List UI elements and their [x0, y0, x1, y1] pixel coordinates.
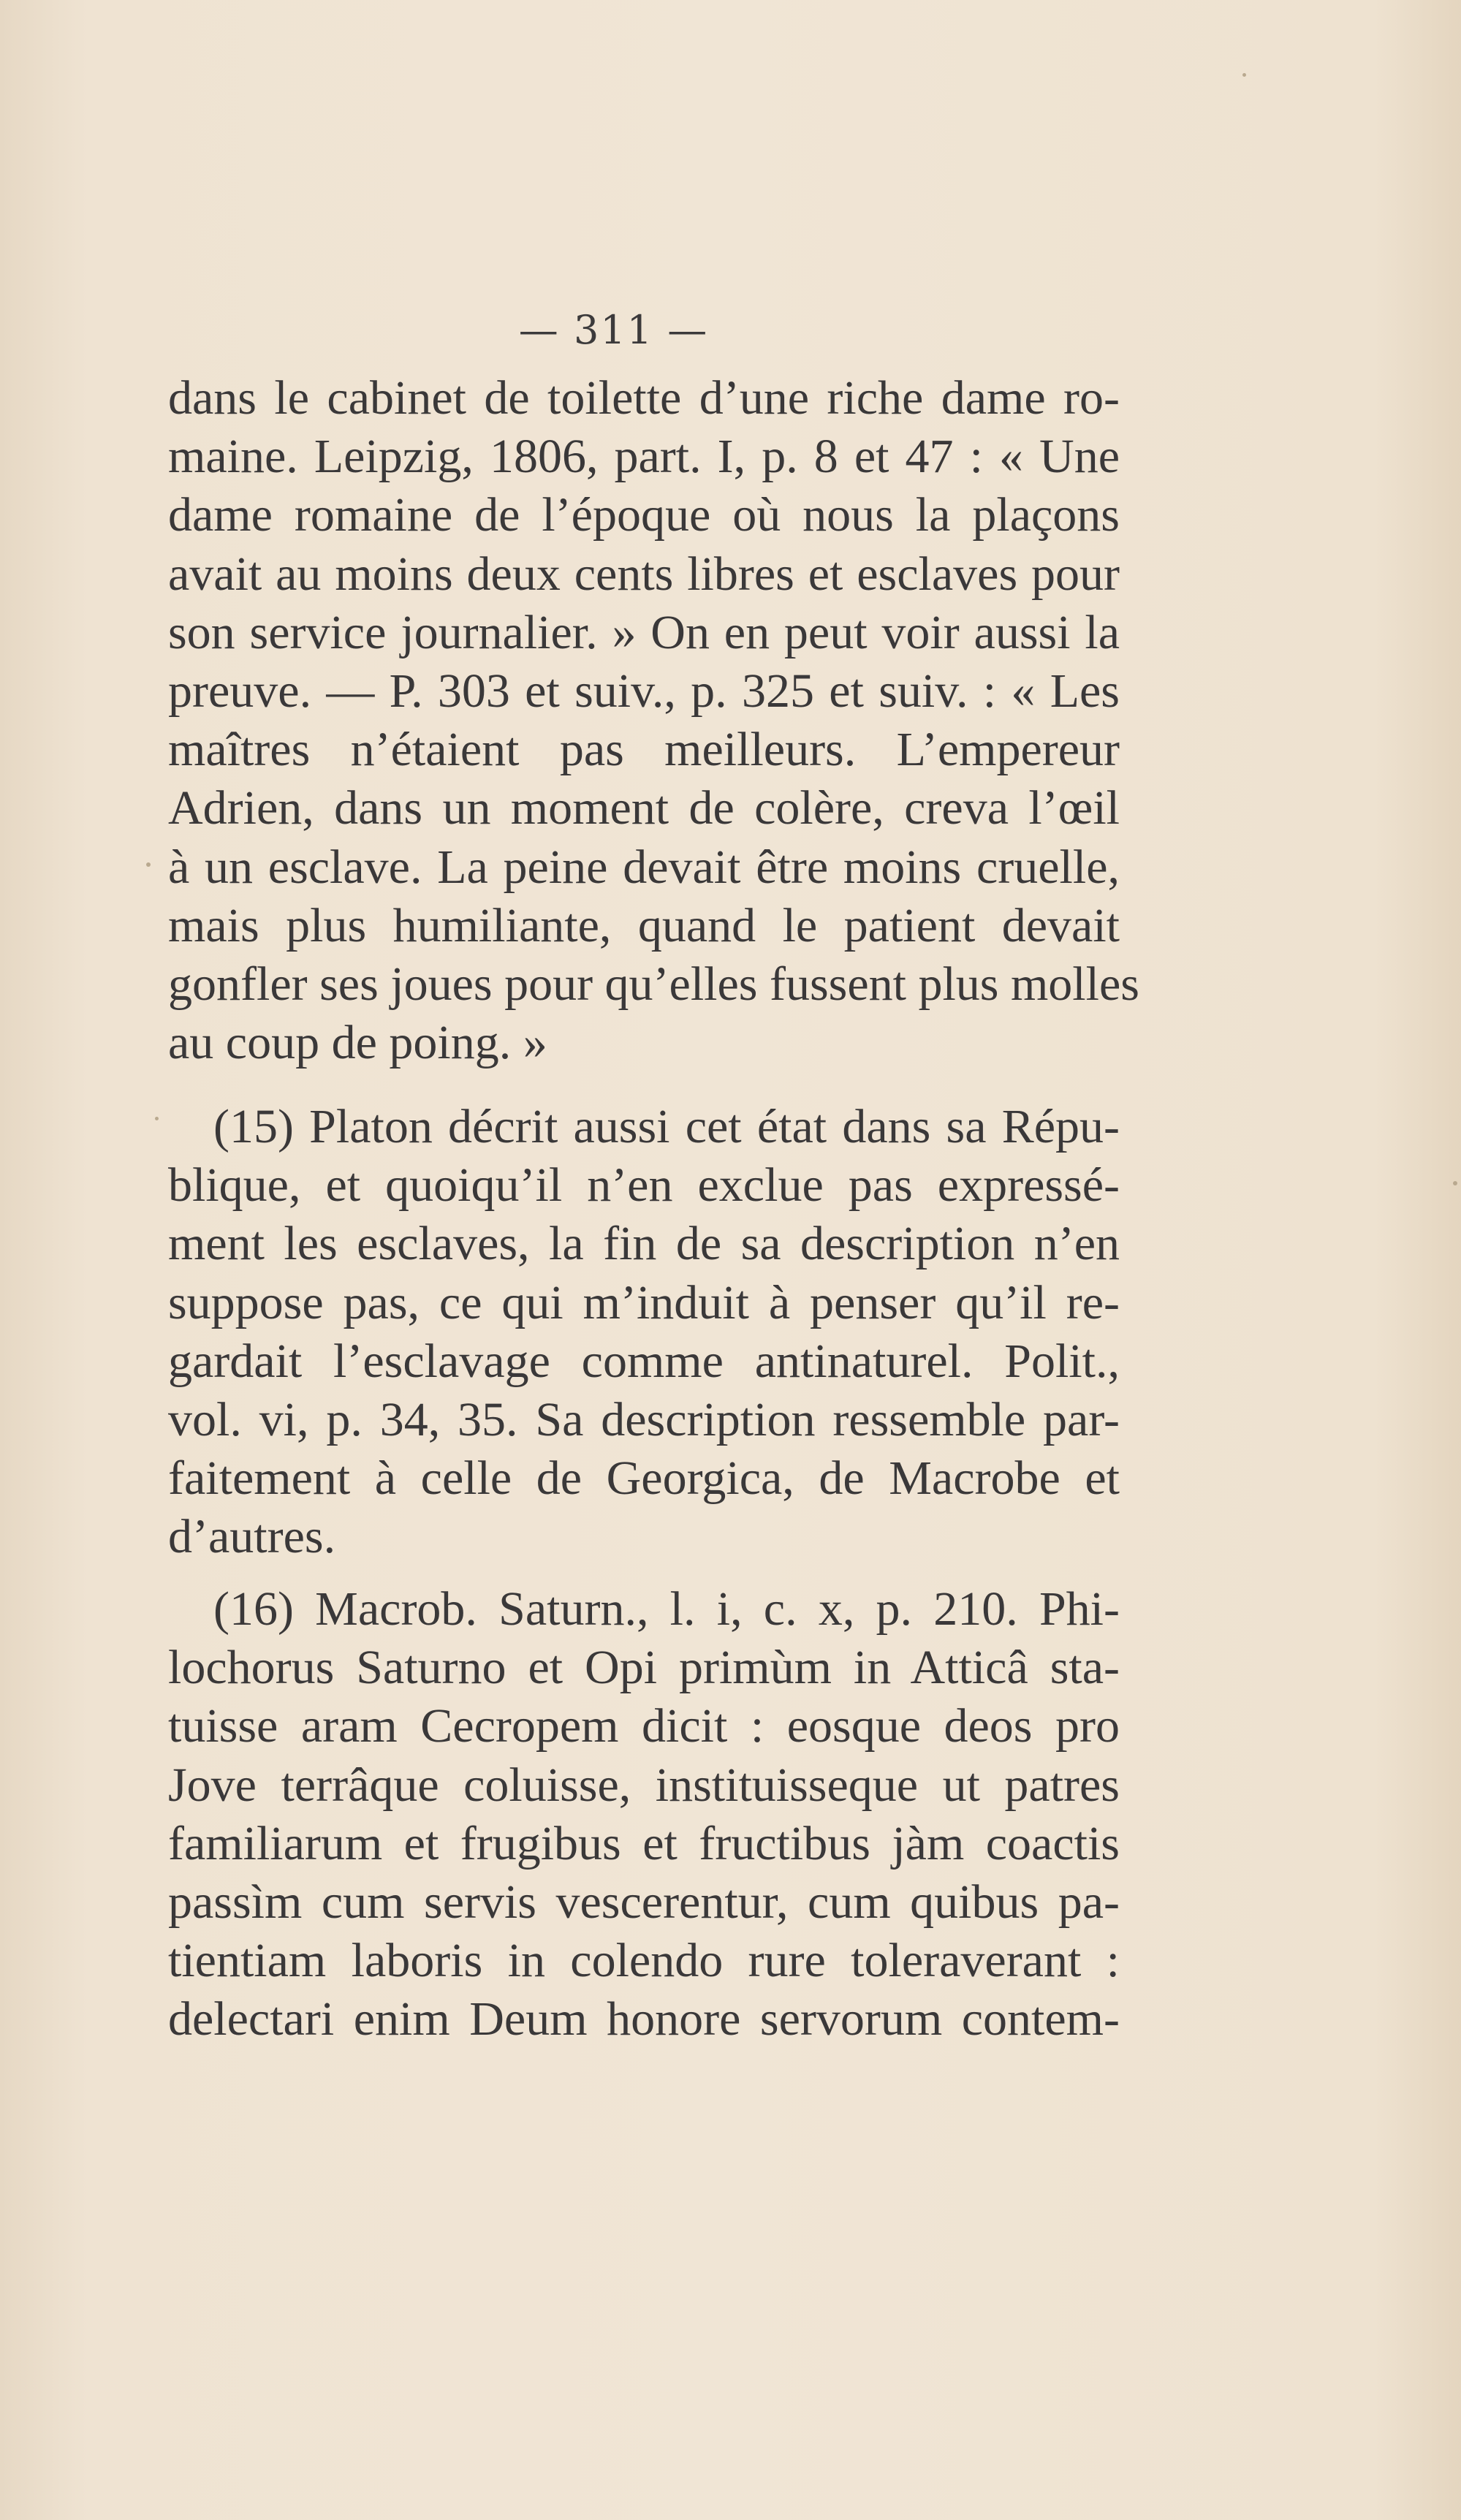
text-line: preuve. — P. 303 et suiv., p. 325 et suiv. : « Les [168, 664, 1120, 718]
paper-speck [146, 862, 151, 867]
text-line: faitement à celle de Georgica, de Macrobe et [168, 1451, 1120, 1506]
text-line: dame romaine de l’époque où nous la plaçons [168, 488, 1120, 542]
paper-speck [1453, 1181, 1457, 1185]
note-15 [168, 1098, 1120, 1567]
text-line: gonfler ses joues pour qu’elles fussent plus molles [168, 957, 1139, 1011]
text-line: blique, et quoiqu’il n’en exclue pas expressé- [168, 1158, 1120, 1212]
note-16 [168, 1580, 1120, 2049]
text-line: avait au moins deux cents libres et esclaves pour [168, 547, 1120, 601]
paragraph-continuation [168, 369, 1139, 1072]
text-line: passìm cum servis vescerentur, cum quibus pa- [168, 1875, 1120, 1929]
text-line: d’autres. [168, 1510, 336, 1564]
paper-speck [155, 1117, 159, 1120]
text-line: gardait l’esclavage comme antinaturel. Polit., [168, 1334, 1120, 1388]
text-line: vol. vi, p. 34, 35. Sa description ressemble par- [168, 1392, 1120, 1446]
text-line: familiarum et frugibus et fructibus jàm coactis [168, 1816, 1120, 1870]
text-line: delectari enim Deum honore servorum contem- [168, 1992, 1120, 2046]
text-line: tuisse aram Cecropem dicit : eosque deos pro [168, 1699, 1120, 1753]
text-line: à un esclave. La peine devait être moins cruelle, [168, 840, 1120, 894]
text-line: suppose pas, ce qui m’induit à penser qu’il re- [168, 1275, 1120, 1329]
text-line: mais plus humiliante, quand le patient devait [168, 898, 1120, 952]
text-line: son service journalier. » On en peut voir aussi la [168, 605, 1120, 659]
text-line: maîtres n’étaient pas meilleurs. L’empereur [168, 723, 1120, 777]
text-line: au coup de poing. » [168, 1016, 547, 1070]
text-line: dans le cabinet de toilette d’une riche dame ro- [168, 371, 1120, 425]
text-line: maine. Leipzig, 1806, part. I, p. 8 et 47 : « Une [168, 430, 1120, 484]
text-line: ment les esclaves, la fin de sa description n’en [168, 1217, 1120, 1271]
text-line: Jove terrâque coluisse, instituisseque ut patres [168, 1758, 1120, 1812]
paper-speck [1242, 73, 1246, 77]
text-line: (15) Platon décrit aussi cet état dans sa Répu- [213, 1100, 1120, 1153]
text-line: (16) Macrob. Saturn., l. i, c. x, p. 210. Phi- [213, 1582, 1120, 1636]
page-number: — 311 — [518, 307, 709, 353]
text-line: lochorus Saturno et Opi primùm in Atticâ sta- [168, 1641, 1120, 1695]
text-line: Adrien, dans un moment de colère, creva l’œil [168, 781, 1120, 835]
text-line: tientiam laboris in colendo rure toleraverant : [168, 1934, 1120, 1988]
